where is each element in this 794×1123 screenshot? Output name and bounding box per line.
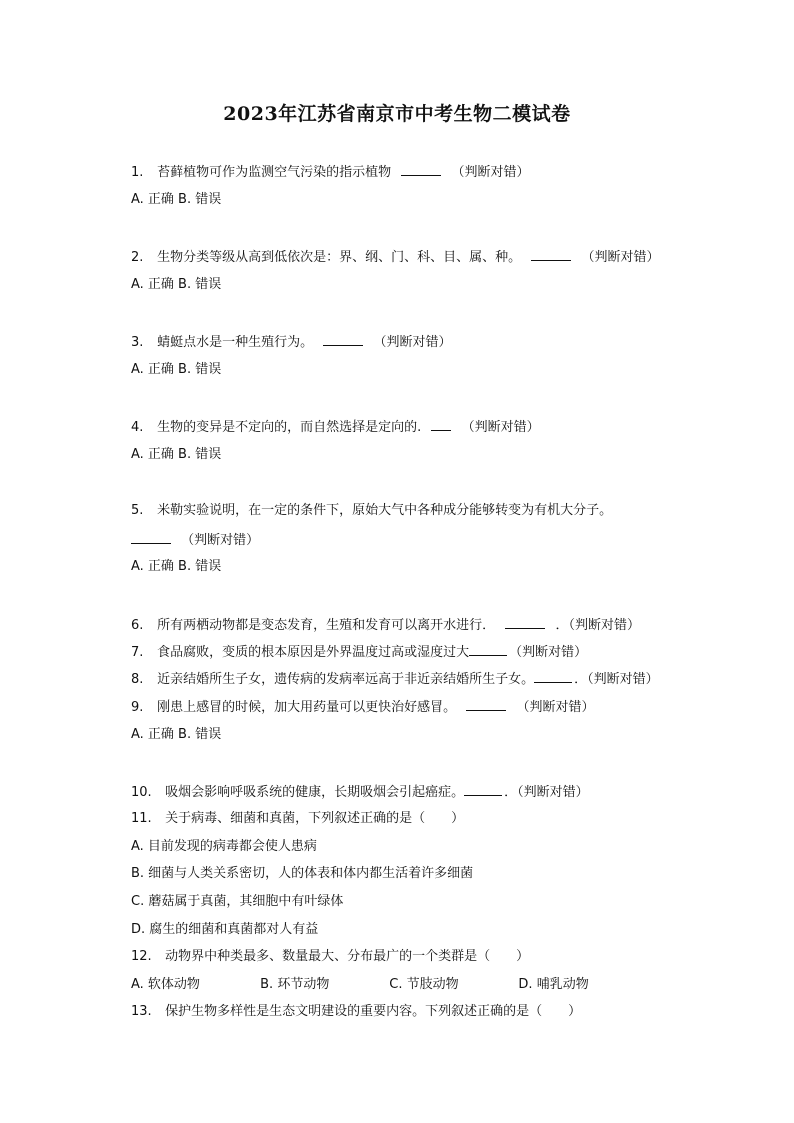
question-12-options — [131, 976, 589, 994]
question-3 — [131, 332, 451, 352]
question-12 — [131, 948, 529, 966]
tf-options: A. 正确 B. 错误 — [131, 192, 222, 207]
judge-tag: （判断对错） — [451, 165, 530, 180]
option-b: B. 环节动物 — [260, 977, 330, 992]
answer-blank — [131, 530, 171, 544]
question-text: 蜻蜓点水是一种生殖行为。 — [157, 335, 314, 350]
answer-blank — [464, 782, 502, 796]
page-title: 2023年江苏省南京市中考生物二模试卷 — [223, 103, 571, 125]
question-text: 保护生物多样性是生态文明建设的重要内容。下列叙述正确的是（ ） — [165, 1004, 582, 1019]
question-11 — [131, 810, 464, 828]
question-4 — [131, 417, 540, 437]
judge-tag: （判断对错） — [181, 533, 260, 548]
option-d: D. 腐生的细菌和真菌都对人有益 — [131, 922, 319, 937]
question-7 — [131, 642, 587, 662]
tf-options: A. 正确 B. 错误 — [131, 727, 222, 742]
answer-blank — [431, 417, 451, 431]
answer-blank — [401, 162, 441, 176]
question-5-continued — [131, 530, 259, 550]
question-number: 5. — [131, 503, 144, 518]
option-c: C. 节肢动物 — [389, 977, 459, 992]
question-5 — [131, 502, 612, 520]
question-number: 7. — [131, 645, 144, 660]
question-text: 所有两栖动物都是变态发育，生殖和发育可以离开水进行． — [157, 618, 496, 633]
answer-blank — [505, 615, 545, 629]
tf-options: A. 正确 B. 错误 — [131, 559, 222, 574]
question-number: 1. — [131, 165, 144, 180]
question-number: 13. — [131, 1004, 152, 1019]
question-text: 吸烟会影响呼吸系统的健康，长期吸烟会引起癌症。 — [165, 785, 465, 800]
question-number: 3. — [131, 335, 144, 350]
tf-options: A. 正确 B. 错误 — [131, 362, 222, 377]
question-number: 4. — [131, 420, 144, 435]
question-text: 生物的变异是不定向的，而自然选择是定向的. — [157, 420, 422, 435]
question-13 — [131, 1003, 581, 1021]
question-number: 12. — [131, 949, 152, 964]
judge-tag: （判断对错） — [461, 420, 540, 435]
question-number: 2. — [131, 250, 144, 265]
question-number: 9. — [131, 700, 144, 715]
question-number: 8. — [131, 672, 144, 687]
question-1 — [131, 162, 529, 182]
option-c: C. 蘑菇属于真菌，其细胞中有叶绿体 — [131, 894, 344, 909]
question-text: 米勒实验说明，在一定的条件下，原始大气中各种成分能够转变为有机大分子。 — [157, 503, 613, 518]
answer-blank — [466, 697, 506, 711]
judge-tag: （判断对错） — [509, 645, 588, 660]
answer-blank — [323, 332, 363, 346]
question-text: 苔藓植物可作为监测空气污染的指示植物 — [157, 165, 392, 180]
question-number: 11. — [131, 811, 152, 826]
judge-tag: （判断对错） — [581, 250, 660, 265]
question-9 — [131, 697, 594, 717]
option-d: D. 哺乳动物 — [518, 977, 589, 992]
question-text: 生物分类等级从高到低依次是：界、纲、门、科、目、属、种。 — [157, 250, 522, 265]
tf-options: A. 正确 B. 错误 — [131, 277, 222, 292]
judge-tag: ．（判断对错） — [574, 672, 659, 687]
option-a: A. 目前发现的病毒都会使人患病 — [131, 839, 317, 854]
judge-tag: （判断对错） — [373, 335, 452, 350]
question-6 — [131, 615, 640, 635]
question-2 — [131, 247, 659, 267]
judge-tag: （判断对错） — [516, 700, 595, 715]
tf-options: A. 正确 B. 错误 — [131, 447, 222, 462]
question-number: 6. — [131, 618, 144, 633]
question-number: 10. — [131, 785, 152, 800]
judge-tag: ．（判断对错） — [555, 618, 640, 633]
question-8 — [131, 669, 659, 689]
option-a: A. 软体动物 — [131, 977, 200, 992]
question-text: 食品腐败，变质的根本原因是外界温度过高或湿度过大 — [157, 645, 470, 660]
option-b: B. 细菌与人类关系密切，人的体表和体内都生活着许多细菌 — [131, 866, 474, 881]
question-text: 关于病毒、细菌和真菌，下列叙述正确的是（ ） — [165, 811, 465, 826]
answer-blank — [469, 642, 507, 656]
question-text: 动物界中种类最多、数量最大、分布最广的一个类群是（ ） — [165, 949, 530, 964]
question-10 — [131, 782, 589, 802]
answer-blank — [531, 247, 571, 261]
question-text: 近亲结婚所生子女，遗传病的发病率远高于非近亲结婚所生子女。 — [157, 672, 535, 687]
question-text: 刚患上感冒的时候，加大用药量可以更快治好感冒。 — [157, 700, 457, 715]
answer-blank — [534, 669, 572, 683]
judge-tag: ．（判断对错） — [504, 785, 589, 800]
